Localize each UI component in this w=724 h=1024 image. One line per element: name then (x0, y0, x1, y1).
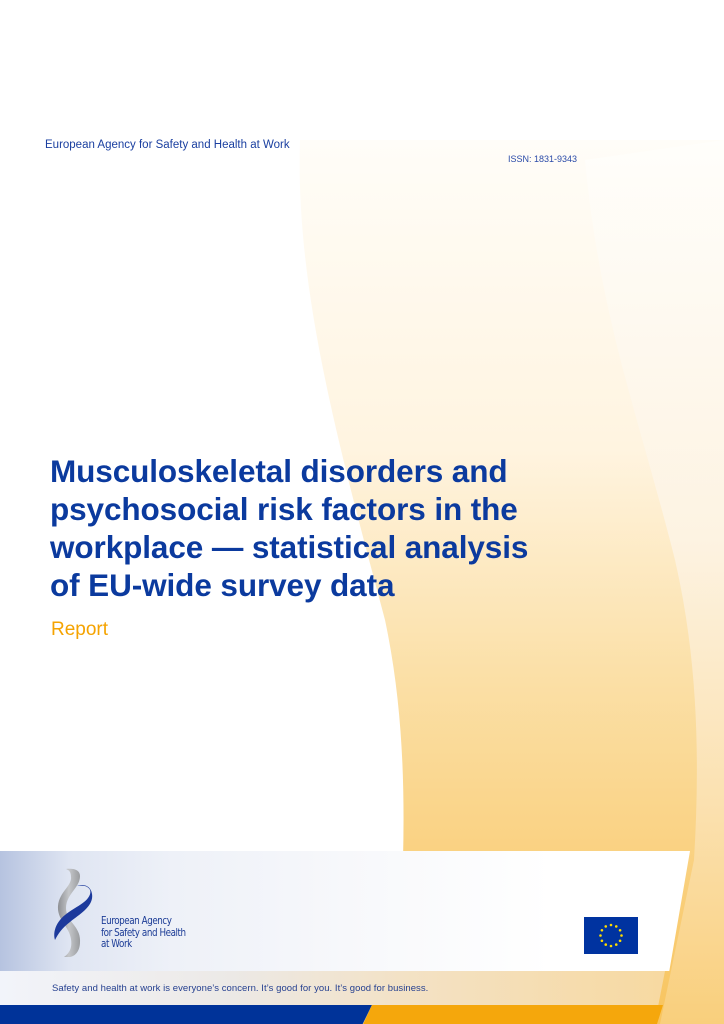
title-line: psychosocial risk factors in the (50, 491, 518, 527)
eu-flag-icon (584, 917, 638, 954)
title-line: workplace — statistical analysis (50, 529, 529, 565)
report-title (50, 452, 570, 604)
title-line: Musculoskeletal disorders and (50, 453, 508, 489)
footer-bar-orange (363, 1005, 663, 1024)
eu-flag (584, 917, 638, 954)
title-line: of EU-wide survey data (50, 567, 395, 603)
report-type-subtitle: Report (51, 619, 109, 640)
eu-osha-logo (50, 866, 200, 958)
eu-osha-logo-icon (50, 866, 98, 958)
issn-number: ISSN: 1831-9343 (508, 154, 578, 164)
footer-tagline: Safety and health at work is everyone’s concern. It’s good for you. It’s good for business. (52, 983, 429, 994)
agency-name-header: European Agency for Safety and Health at Work (45, 139, 290, 151)
eu-osha-logo-text: European Agency for Safety and Health at Work (101, 916, 186, 950)
footer-bar-blue (0, 1005, 372, 1024)
